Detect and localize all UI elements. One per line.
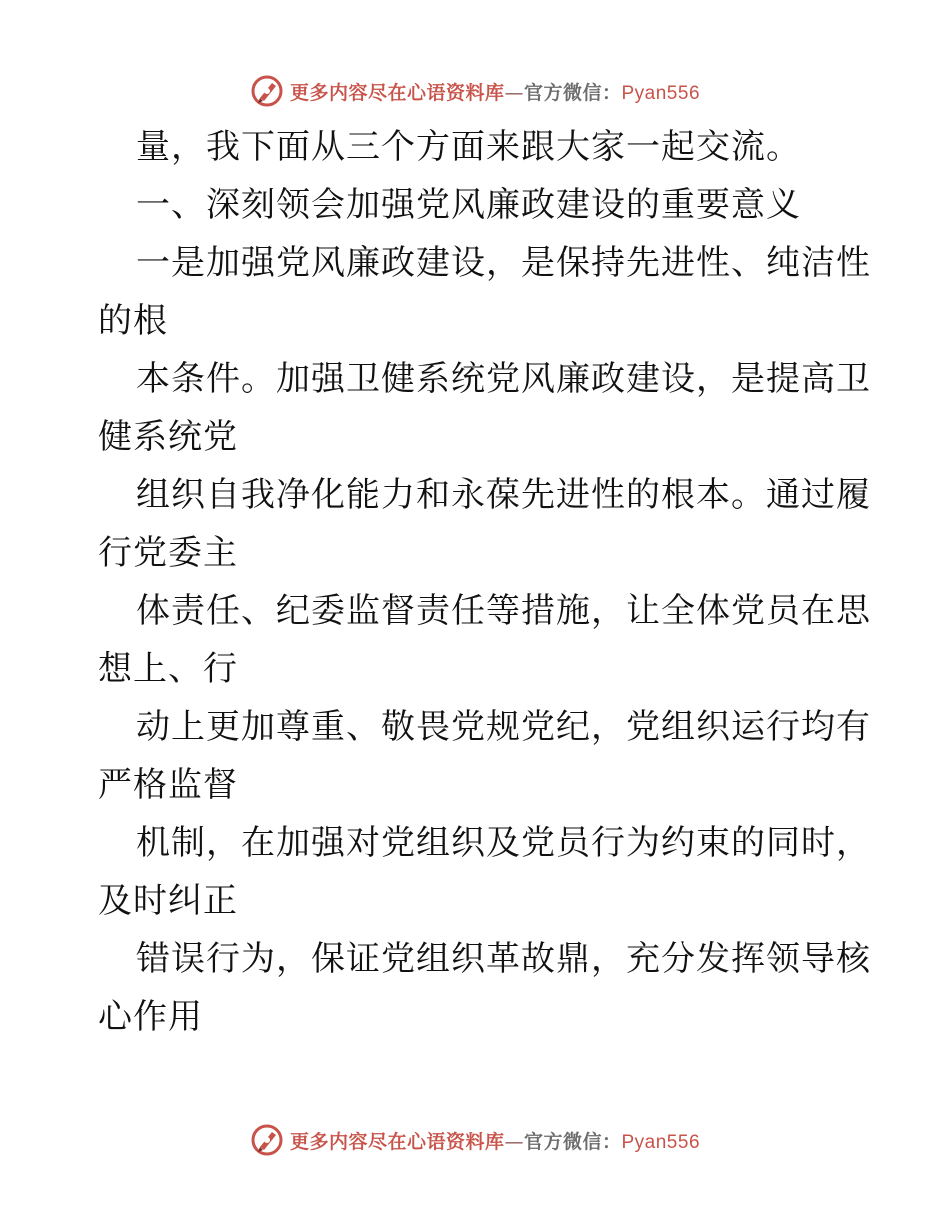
paragraph-line: 一、深刻领会加强党风廉政建设的重要意义 [136, 185, 801, 225]
banner-text [290, 1127, 700, 1154]
paragraph-line: 及时纠正 [98, 881, 238, 921]
pen-logo-icon [250, 74, 284, 108]
paragraph-line: 一是加强党风廉政建设，是保持先进性、纯洁性 [136, 243, 871, 283]
paragraph-line: 健系统党 [98, 417, 238, 457]
paragraph-line: 错误行为，保证党组织革故鼎，充分发挥领导核 [136, 939, 871, 979]
paragraph-line: 心作用 [98, 997, 203, 1037]
paragraph-line: 想上、行 [98, 649, 238, 689]
paragraph-line: 严格监督 [98, 765, 238, 805]
banner-dash: — [504, 1130, 524, 1153]
banner-wechat-id: Pyan556 [621, 82, 701, 104]
banner-main-text: 更多内容尽在心语资料库 [289, 81, 505, 104]
banner-dash: — [504, 81, 524, 104]
paragraph-line: 的根 [98, 301, 168, 341]
paragraph-line: 机制，在加强对党组织及党员行为约束的同时， [136, 823, 871, 863]
banner-main-text: 更多内容尽在心语资料库 [289, 1130, 505, 1153]
banner-wechat-id: Pyan556 [621, 1131, 701, 1153]
paragraph-line: 量，我下面从三个方面来跟大家一起交流。 [136, 127, 801, 167]
paragraph-line: 本条件。加强卫健系统党风廉政建设，是提高卫 [136, 359, 871, 399]
paragraph-line: 组织自我净化能力和永葆先进性的根本。通过履 [136, 475, 871, 515]
paragraph-line: 体责任、纪委监督责任等措施，让全体党员在思 [136, 591, 871, 631]
paragraph-line: 动上更加尊重、敬畏党规党纪，党组织运行均有 [136, 707, 871, 747]
pen-logo-icon [250, 1123, 284, 1157]
banner-official-label: 官方微信： [523, 1130, 622, 1153]
banner-text [290, 78, 700, 105]
footer-banner [0, 1120, 950, 1160]
banner-official-label: 官方微信： [523, 81, 622, 104]
document-body [98, 118, 871, 1046]
paragraph-line: 行党委主 [98, 533, 238, 573]
header-banner [0, 71, 950, 111]
